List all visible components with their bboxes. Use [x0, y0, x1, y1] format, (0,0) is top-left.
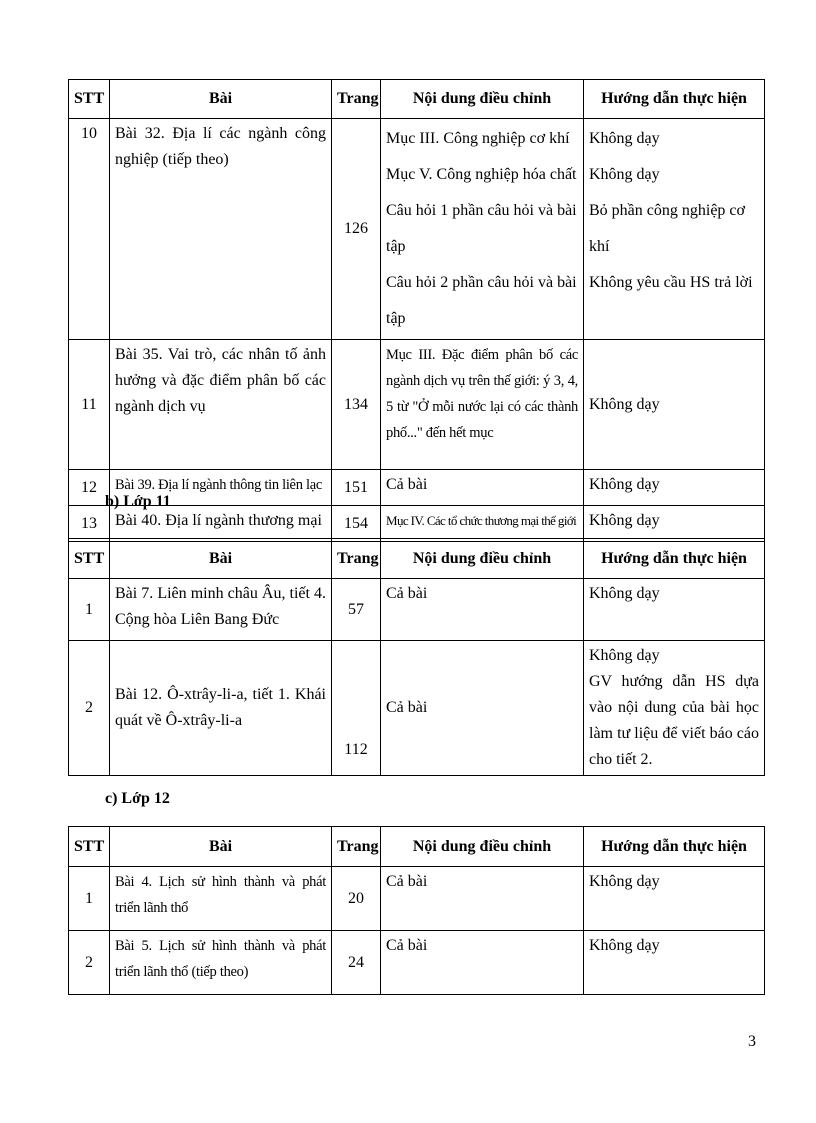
- cell-bai: Bài 32. Địa lí các ngành công nghiệp (tiếp theo): [110, 119, 332, 340]
- table-lop-10: [68, 79, 765, 542]
- col-header-trang: Trang: [332, 80, 381, 119]
- cell-noi-dung: Cả bài: [381, 867, 584, 931]
- table-lop-12: [68, 826, 765, 995]
- col-header-noi-dung: Nội dung điều chỉnh: [381, 827, 584, 867]
- section-heading-lop-11: b) Lớp 11: [105, 493, 171, 510]
- huong-dan-line: Không dạy: [589, 166, 660, 183]
- cell-huong-dan: [584, 641, 765, 776]
- col-header-stt: STT: [69, 539, 110, 579]
- table-header-row: [69, 539, 765, 579]
- cell-trang: 151: [332, 470, 381, 506]
- cell-huong-dan: Không dạy: [584, 506, 765, 542]
- cell-noi-dung: Mục III. Đặc điểm phân bố các ngành dịch vụ trên thế giới: ý 3, 4, 5 từ "Ở mỗi nước lại có các thành phố..." đến hết mục: [381, 340, 584, 470]
- table-row: [69, 340, 765, 470]
- cell-trang: 112: [332, 641, 381, 776]
- cell-stt: 1: [69, 867, 110, 931]
- cell-bai: Bài 4. Lịch sử hình thành và phát triển lãnh thổ: [110, 867, 332, 931]
- table-row: [69, 506, 765, 542]
- noi-dung-line: Mục III. Công nghiệp cơ khí: [386, 130, 570, 147]
- noi-dung-line: Câu hỏi 2 phần câu hỏi và bài tập: [386, 274, 577, 327]
- col-header-stt: STT: [69, 80, 110, 119]
- table-row: [69, 931, 765, 995]
- cell-stt: 2: [69, 641, 110, 776]
- table-header-row: [69, 827, 765, 867]
- col-header-huong-dan: Hướng dẫn thực hiện: [584, 539, 765, 579]
- cell-stt: 12: [69, 470, 110, 506]
- cell-noi-dung: Cả bài: [381, 470, 584, 506]
- cell-noi-dung: Mục IV. Các tổ chức thương mại thế giới: [381, 506, 584, 542]
- table-lop-11: [68, 538, 765, 776]
- noi-dung-line: Câu hỏi 1 phần câu hỏi và bài tập: [386, 202, 577, 255]
- huong-dan-line: Không dạy: [589, 130, 660, 147]
- col-header-bai: Bài: [110, 539, 332, 579]
- col-header-trang: Trang: [332, 539, 381, 579]
- table-header-row: [69, 80, 765, 119]
- cell-trang: 134: [332, 340, 381, 470]
- table-row: [69, 579, 765, 641]
- cell-noi-dung: Cả bài: [381, 579, 584, 641]
- col-header-bai: Bài: [110, 80, 332, 119]
- cell-stt: 11: [69, 340, 110, 470]
- huong-dan-line: Không dạy: [589, 647, 660, 664]
- col-header-trang: Trang: [332, 827, 381, 867]
- col-header-huong-dan: Hướng dẫn thực hiện: [584, 80, 765, 119]
- cell-stt: 13: [69, 506, 110, 542]
- cell-bai: Bài 12. Ô-xtrây-li-a, tiết 1. Khái quát về Ô-xtrây-li-a: [110, 641, 332, 776]
- huong-dan-line: Không yêu cầu HS trả lời: [589, 274, 753, 291]
- table-row: [69, 470, 765, 506]
- cell-bai: Bài 39. Địa lí ngành thông tin liên lạc: [110, 470, 332, 506]
- cell-bai: Bài 35. Vai trò, các nhân tố ảnh hưởng và đặc điểm phân bố các ngành dịch vụ: [110, 340, 332, 470]
- table-row: [69, 867, 765, 931]
- cell-bai: Bài 5. Lịch sử hình thành và phát triển lãnh thổ (tiếp theo): [110, 931, 332, 995]
- cell-trang: 126: [332, 119, 381, 340]
- cell-bai: Bài 7. Liên minh châu Âu, tiết 4. Cộng hòa Liên Bang Đức: [110, 579, 332, 641]
- cell-stt: 2: [69, 931, 110, 995]
- cell-stt: 1: [69, 579, 110, 641]
- cell-trang: 57: [332, 579, 381, 641]
- cell-noi-dung: [381, 119, 584, 340]
- col-header-bai: Bài: [110, 827, 332, 867]
- cell-trang: 24: [332, 931, 381, 995]
- col-header-stt: STT: [69, 827, 110, 867]
- cell-trang: 154: [332, 506, 381, 542]
- cell-bai: Bài 40. Địa lí ngành thương mại: [110, 506, 332, 542]
- table-row: [69, 119, 765, 340]
- col-header-noi-dung: Nội dung điều chỉnh: [381, 80, 584, 119]
- col-header-huong-dan: Hướng dẫn thực hiện: [584, 827, 765, 867]
- cell-huong-dan: Không dạy: [584, 470, 765, 506]
- cell-huong-dan: Không dạy: [584, 340, 765, 470]
- noi-dung-line: Mục V. Công nghiệp hóa chất: [386, 166, 577, 183]
- section-heading-lop-12: c) Lớp 12: [105, 790, 170, 807]
- col-header-noi-dung: Nội dung điều chỉnh: [381, 539, 584, 579]
- huong-dan-line: Bỏ phần công nghiệp cơ khí: [589, 202, 745, 255]
- cell-noi-dung: Cả bài: [381, 931, 584, 995]
- cell-huong-dan: Không dạy: [584, 579, 765, 641]
- table-row: [69, 641, 765, 776]
- cell-huong-dan: [584, 119, 765, 340]
- cell-noi-dung: Cả bài: [381, 641, 584, 776]
- cell-stt: 10: [69, 119, 110, 340]
- cell-trang: 20: [332, 867, 381, 931]
- page-number: 3: [748, 1033, 756, 1050]
- cell-huong-dan: Không dạy: [584, 931, 765, 995]
- huong-dan-line: GV hướng dẫn HS dựa vào nội dung của bài học làm tư liệu để viết báo cáo cho tiết 2.: [589, 673, 759, 768]
- cell-huong-dan: Không dạy: [584, 867, 765, 931]
